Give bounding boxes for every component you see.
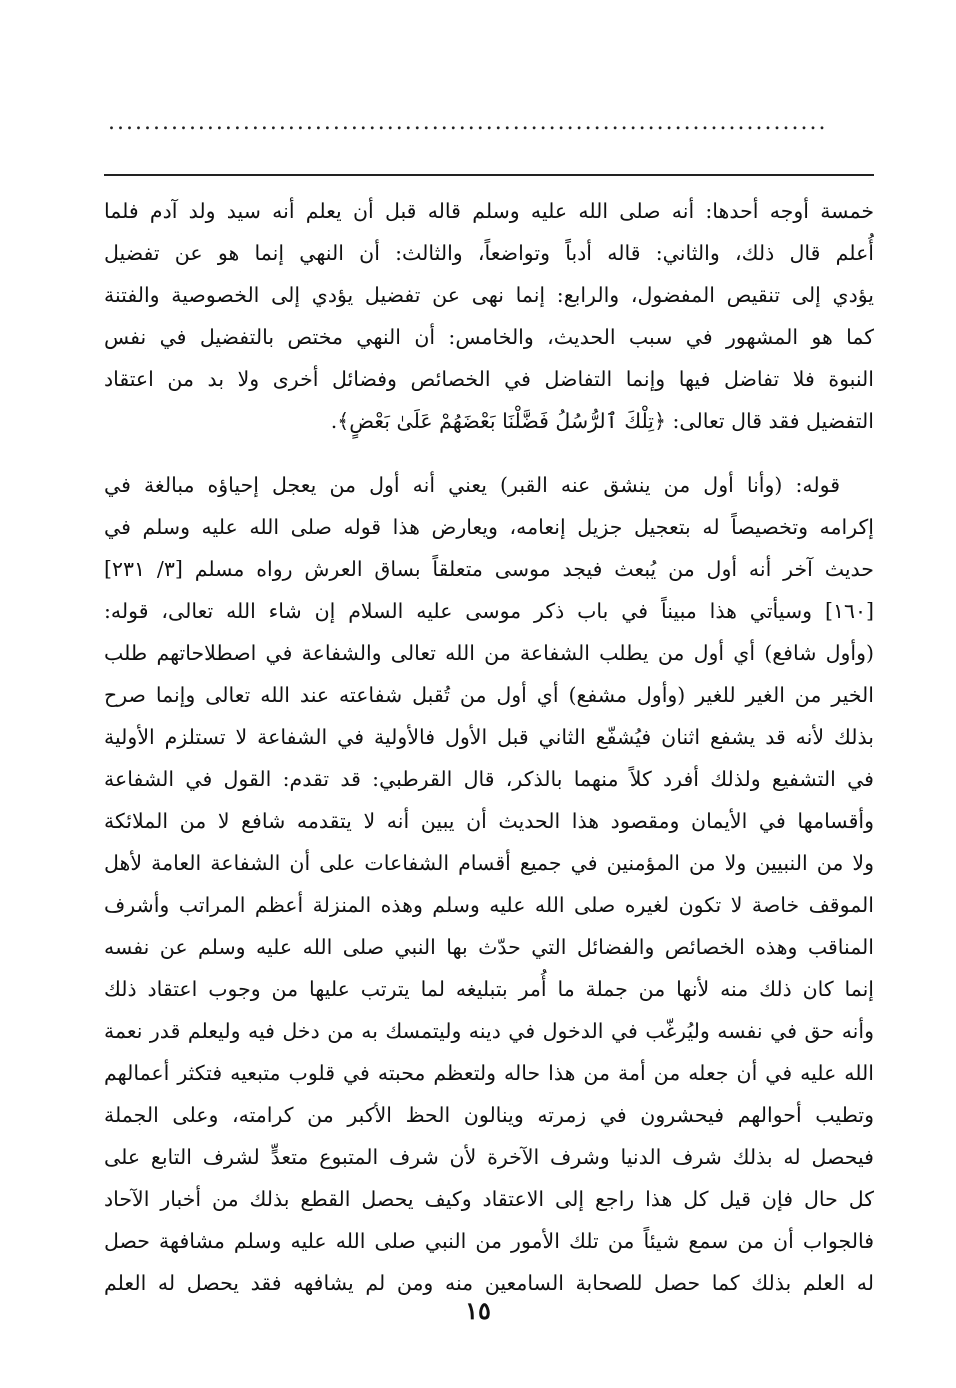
text-line: وأقسامها في الأيمان ومقصود هذا الحديث أن يبين أنه لا يتقدمه شافع لا من الملائكة [104, 809, 874, 833]
text-line: خمسة أوجه أحدها: أنه صلى الله عليه وسلم قاله قبل أن يعلم أنه سيد ولد آدم فلما [104, 199, 874, 223]
page-body [104, 190, 874, 1304]
page-number: ١٥ [465, 1296, 491, 1325]
header-dotted-line: ................................................................................ [108, 110, 828, 135]
paragraph-2 [104, 464, 874, 1304]
text-line: وتطيب أحوالهم فيحشرون في زمرته وينالون الحظ الأكبر من كرامته، وعلى الجملة [104, 1103, 874, 1127]
text-line: في التشفيع ولذلك أفرد كلاً منهما بالذكر، قال القرطبي: قد تقدم: القول في الشفاعة [104, 767, 874, 791]
text-line: ولا من النبيين ولا من المؤمنين في جميع أقسام الشفاعات على أن الشفاعة العامة لأهل [104, 851, 874, 875]
text-line: أُعلم قال ذلك، والثاني: قاله أدباً وتواضعاً، والثالث: أن النهي إنما هو عن تفضيل [104, 241, 874, 265]
text-line: الخير من الغير للغير (وأول مشفع) أي أول من تُقبل شفاعته عند الله تعالى وإنما صرح [104, 683, 874, 707]
text-line-quran-verse: التفضيل فقد قال تعالى: ﴿تِلْكَ ٱلرُّسُلُ فَضَّلْنَا بَعْضَهُمْ عَلَىٰ بَعْضٍ﴾. [330, 409, 874, 433]
text-line: حديث آخر أنه أول من يُبعث فيجد موسى متعلقاً بساق العرش رواه مسلم [٣/ ٢٣١] [104, 557, 874, 581]
text-line: كما هو المشهور في سبب الحديث، والخامس: أن النهي مختص بالتفضيل في نفس [104, 325, 874, 349]
text-line: [١٦٠] وسيأتي هذا مبيناً في باب ذكر موسى عليه السلام إن شاء الله تعالى، قوله: [104, 599, 874, 623]
text-line: وأنه حق في نفسه وليُرغّب في الدخول في دينه وليتمسك به من دخل فيه وليعلم قدر نعمة [104, 1019, 874, 1043]
text-line: فالجواب أن من سمع شيئاً من تلك الأمور من النبي صلى الله عليه وسلم مشافهة حصل [104, 1229, 874, 1253]
text-line: يؤدي إلى تنقيص المفضول، والرابع: إنما نهى عن تفضيل يؤدي إلى الخصوصية والفتنة [104, 283, 874, 307]
text-line: النبوة فلا تفاضل فيها وإنما التفاضل في الخصائص وفضائل أخرى ولا بد من اعتقاد [104, 367, 874, 391]
text-line: بذلك لأنه قد يشفع اثنان فيُشفّع الثاني قبل الأول فالأولية في الشفاعة لا تستلزم الأولية [104, 725, 874, 749]
paragraph-gap [104, 442, 874, 464]
text-line: إكرامه وتخصيصاً له بتعجيل جزيل إنعامه، ويعارض هذا قوله صلى الله عليه وسلم في [104, 515, 874, 539]
text-line: قوله: (وأنا أول من ينشق عنه القبر) يعني أنه أول من يعجل إحياؤه مبالغة في [104, 473, 840, 497]
text-line: فيحصل له بذلك شرف الدنيا وشرف الآخرة لأن شرف المتبوع متعدٍّ لشرف التابع على [104, 1145, 874, 1169]
header-rule [104, 174, 874, 176]
paragraph-1 [104, 190, 874, 442]
text-line: (وأول شافع) أي أول من يطلب الشفاعة من الله تعالى والشفاعة في اصطلاحاتهم طلب [104, 641, 874, 665]
text-line: له العلم بذلك كما حصل للصحابة السامعين منه ومن لم يشافهه فقد يحصل له العلم [104, 1271, 874, 1295]
text-line: إنما كان ذلك منه لأنها من جملة ما أُمر بتبليغه لما يترتب عليها من وجوب اعتقاد ذلك [104, 977, 874, 1001]
text-line: الموقف خاصة لا تكون لغيره صلى الله عليه وسلم وهذه المنزلة أعظم المراتب وأشرف [104, 893, 874, 917]
text-line: كل حال فإن قيل كل هذا راجع إلى الاعتقاد وكيف يحصل القطع بذلك من أخبار الآحاد [104, 1187, 874, 1211]
text-line: الله عليه في أن جعله من أمة من هذا حاله ولتعظم محبته في قلوب متبعيه فتكثر أعمالهم [104, 1061, 874, 1085]
text-line: المناقب وهذه الخصائص والفضائل التي حدّث بها النبي صلى الله عليه وسلم عن نفسه [104, 935, 874, 959]
